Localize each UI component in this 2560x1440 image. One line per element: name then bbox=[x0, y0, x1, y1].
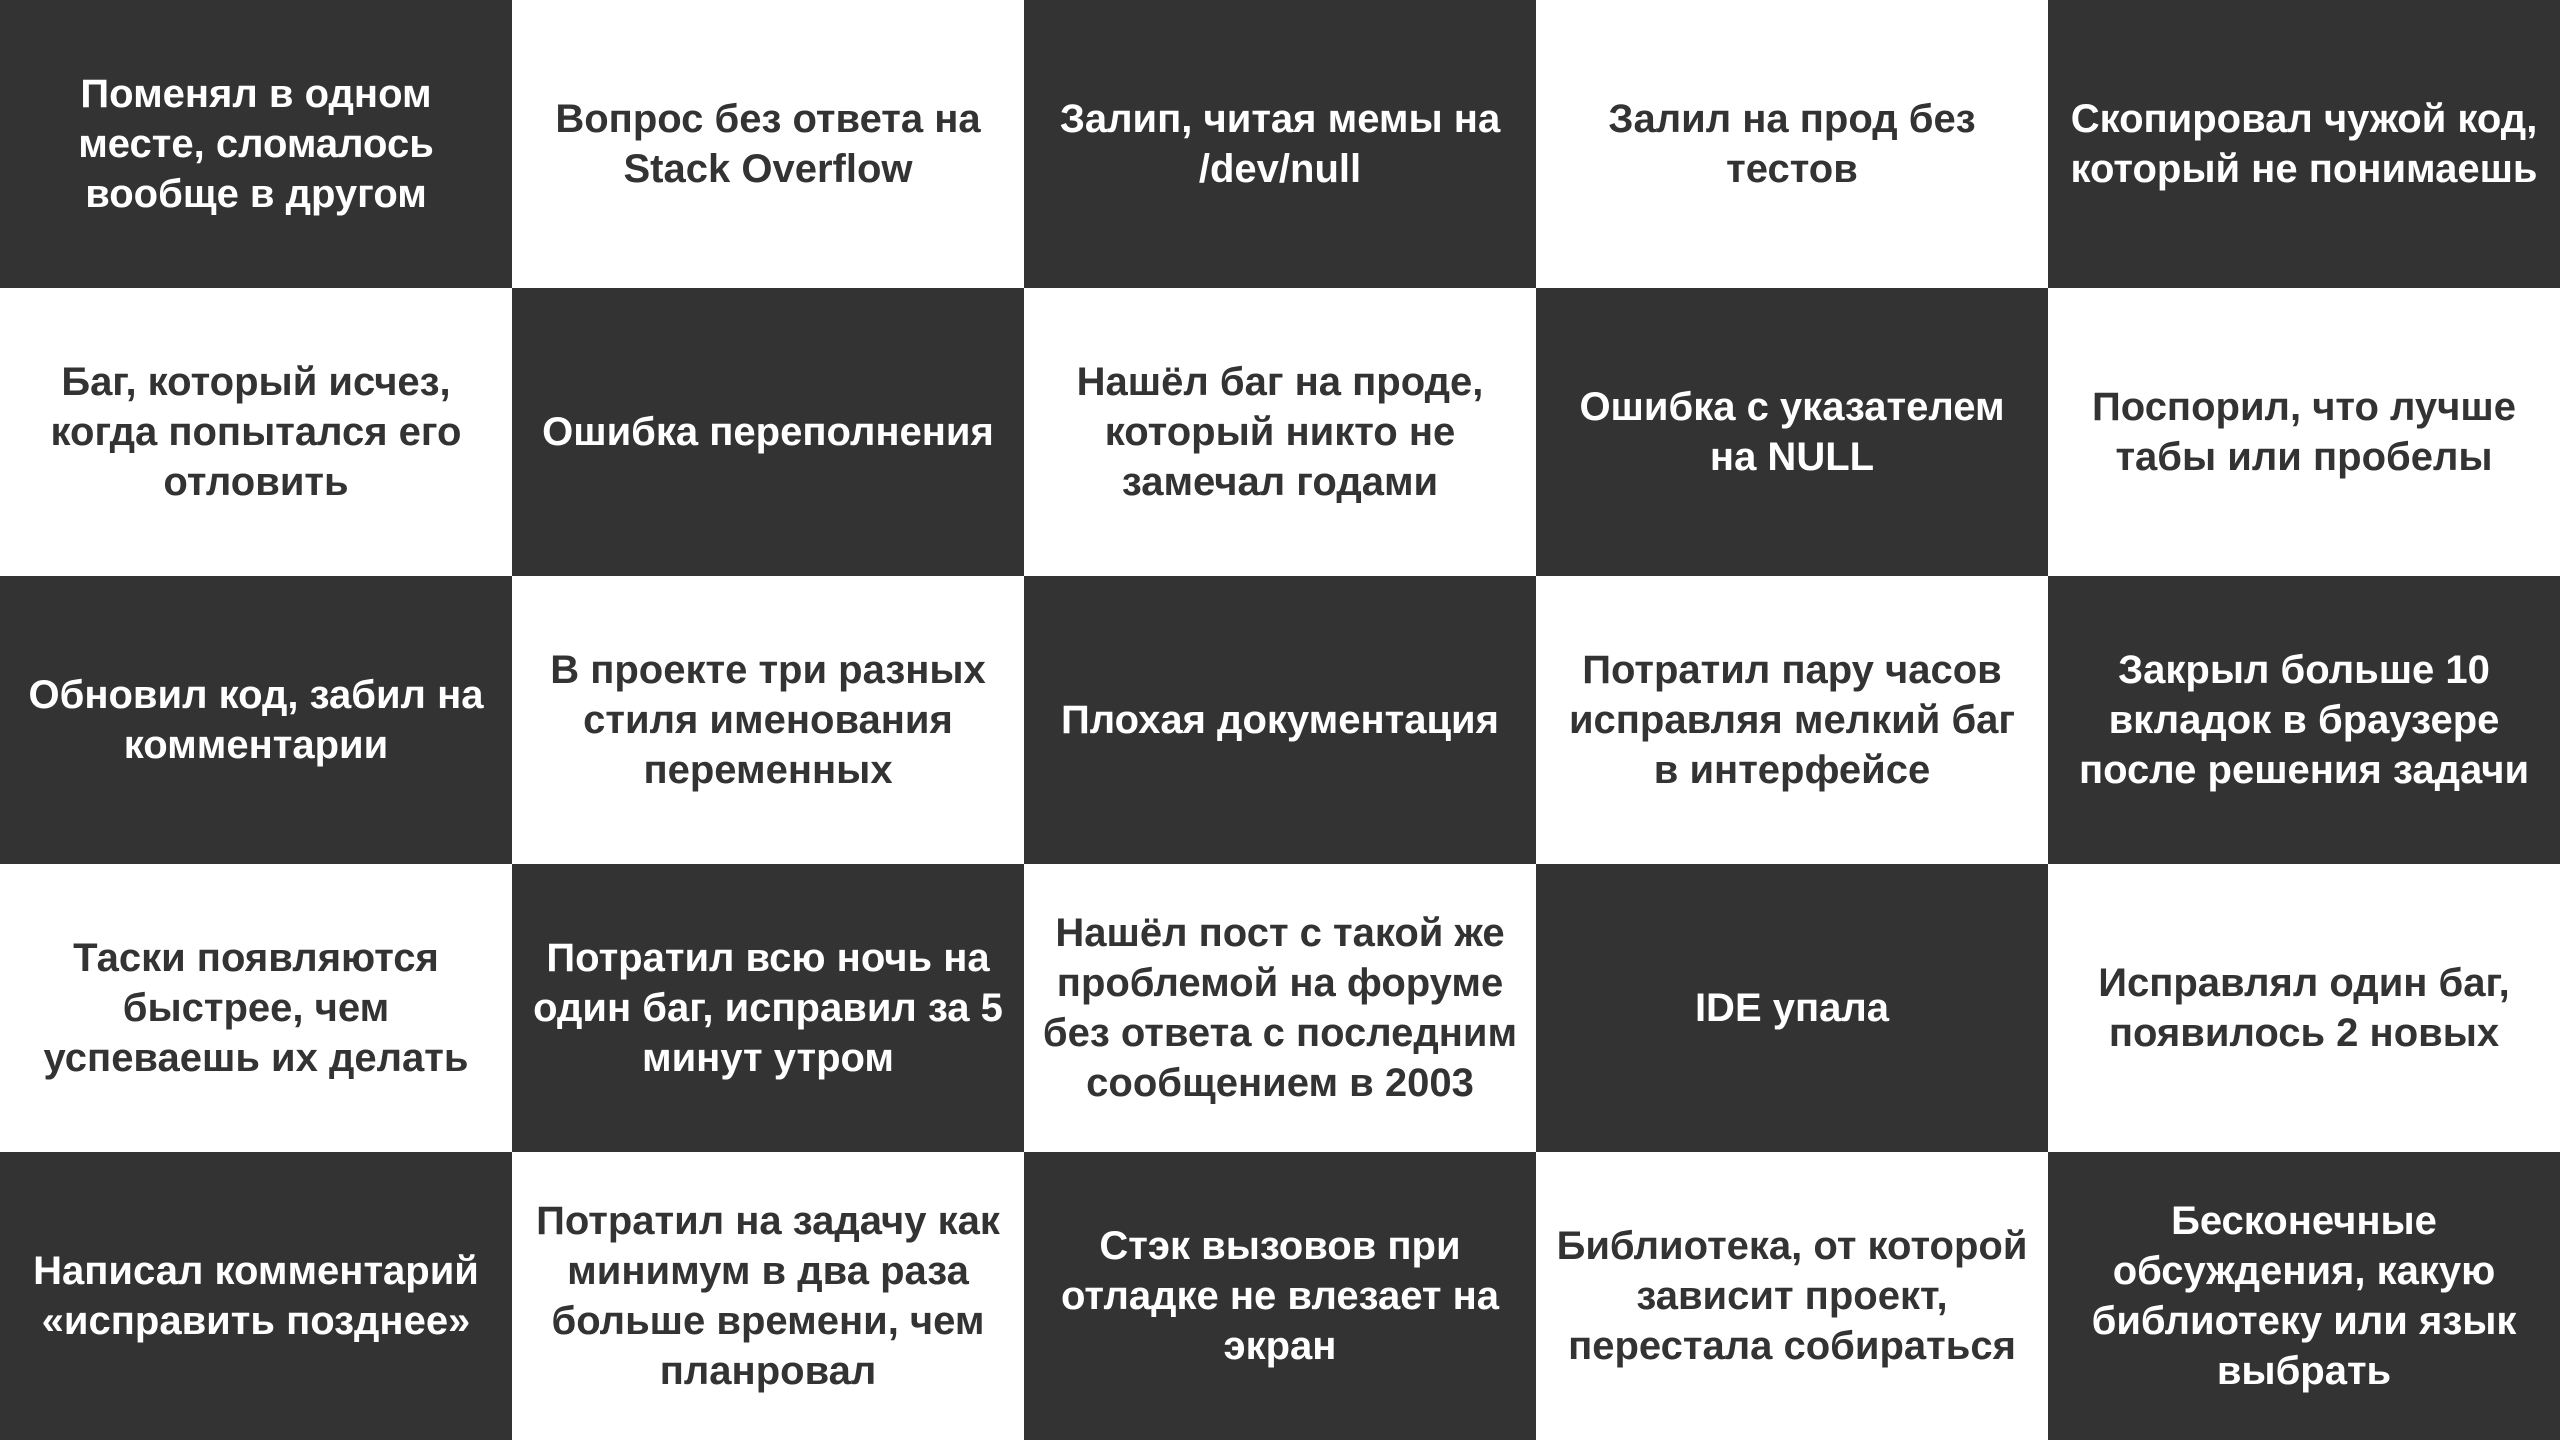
bingo-cell-text: Потратил пару часов исправляя мелкий баг в интерфейсе bbox=[1568, 648, 2016, 792]
bingo-cell[interactable] bbox=[1024, 1152, 1536, 1440]
bingo-cell-text: Поменял в одном месте, сломалось вообще в другом bbox=[78, 72, 434, 216]
bingo-cell[interactable] bbox=[1536, 576, 2048, 864]
bingo-cell-text: Баг, который исчез, когда попытался его отловить bbox=[50, 360, 462, 504]
bingo-cell-text: Исправлял один баг, появилось 2 новых bbox=[2098, 961, 2510, 1055]
bingo-cell[interactable] bbox=[1024, 864, 1536, 1152]
bingo-cell[interactable] bbox=[1536, 864, 2048, 1152]
bingo-cell[interactable] bbox=[1536, 1152, 2048, 1440]
bingo-cell-text: Закрыл больше 10 вкладок в браузере после решения задачи bbox=[2078, 648, 2530, 792]
bingo-cell[interactable] bbox=[1024, 288, 1536, 576]
bingo-cell[interactable] bbox=[1536, 0, 2048, 288]
bingo-cell[interactable] bbox=[512, 1152, 1024, 1440]
bingo-cell[interactable] bbox=[2048, 576, 2560, 864]
bingo-cell-text: Плохая документация bbox=[1061, 698, 1499, 742]
bingo-cell-text: В проекте три разных стиля именования переменных bbox=[550, 648, 986, 792]
bingo-cell-text: Потратил на задачу как минимум в два раза больше времени, чем планровал bbox=[536, 1199, 1000, 1393]
bingo-cell-text: Написал комментарий «исправить позднее» bbox=[33, 1249, 479, 1343]
bingo-cell-text: Обновил код, забил на комментарии bbox=[28, 673, 484, 767]
bingo-cell-text: Потратил всю ночь на один баг, исправил за 5 минут утром bbox=[533, 936, 1003, 1080]
bingo-cell-text: Вопрос без ответа на Stack Overflow bbox=[555, 97, 981, 191]
bingo-cell-text: Залил на прод без тестов bbox=[1608, 97, 1976, 191]
bingo-cell-text: Ошибка с указателем на NULL bbox=[1579, 385, 2005, 479]
bingo-cell-text: Ошибка переполнения bbox=[542, 410, 994, 454]
bingo-cell[interactable] bbox=[512, 288, 1024, 576]
bingo-cell[interactable] bbox=[2048, 0, 2560, 288]
bingo-cell-text: Поспорил, что лучше табы или пробелы bbox=[2092, 385, 2516, 479]
bingo-cell[interactable] bbox=[1024, 576, 1536, 864]
bingo-cell[interactable] bbox=[0, 288, 512, 576]
bingo-cell[interactable] bbox=[2048, 288, 2560, 576]
bingo-cell-text: IDE упала bbox=[1694, 986, 1890, 1030]
bingo-cell[interactable] bbox=[0, 1152, 512, 1440]
bingo-cell[interactable] bbox=[512, 576, 1024, 864]
bingo-cell[interactable] bbox=[512, 0, 1024, 288]
bingo-cell-text: Библиотека, от которой зависит проект, перестала собираться bbox=[1556, 1224, 2028, 1368]
bingo-cell-text: Таски появляются быстрее, чем успеваешь их делать bbox=[43, 936, 469, 1080]
bingo-cell[interactable] bbox=[1024, 0, 1536, 288]
bingo-cell-text: Нашёл баг на проде, который никто не замечал годами bbox=[1076, 360, 1484, 504]
bingo-cell[interactable] bbox=[0, 864, 512, 1152]
bingo-cell[interactable] bbox=[2048, 1152, 2560, 1440]
bingo-cell[interactable] bbox=[0, 0, 512, 288]
bingo-cell[interactable] bbox=[1536, 288, 2048, 576]
bingo-cell-text: Бесконечные обсуждения, какую библиотеку или язык выбрать bbox=[2091, 1199, 2517, 1393]
bingo-cell[interactable] bbox=[2048, 864, 2560, 1152]
bingo-cell[interactable] bbox=[0, 576, 512, 864]
bingo-cell-text: Стэк вызовов при отладке не влезает на экран bbox=[1060, 1224, 1500, 1368]
bingo-cell-text: Скопировал чужой код, который не понимаешь bbox=[2070, 97, 2538, 191]
bingo-cell[interactable] bbox=[512, 864, 1024, 1152]
bingo-cell-text: Залип, читая мемы на /dev/null bbox=[1059, 97, 1501, 191]
bingo-cell-text: Нашёл пост с такой же проблемой на форуме без ответа с последним сообщением в 2003 bbox=[1042, 911, 1518, 1105]
